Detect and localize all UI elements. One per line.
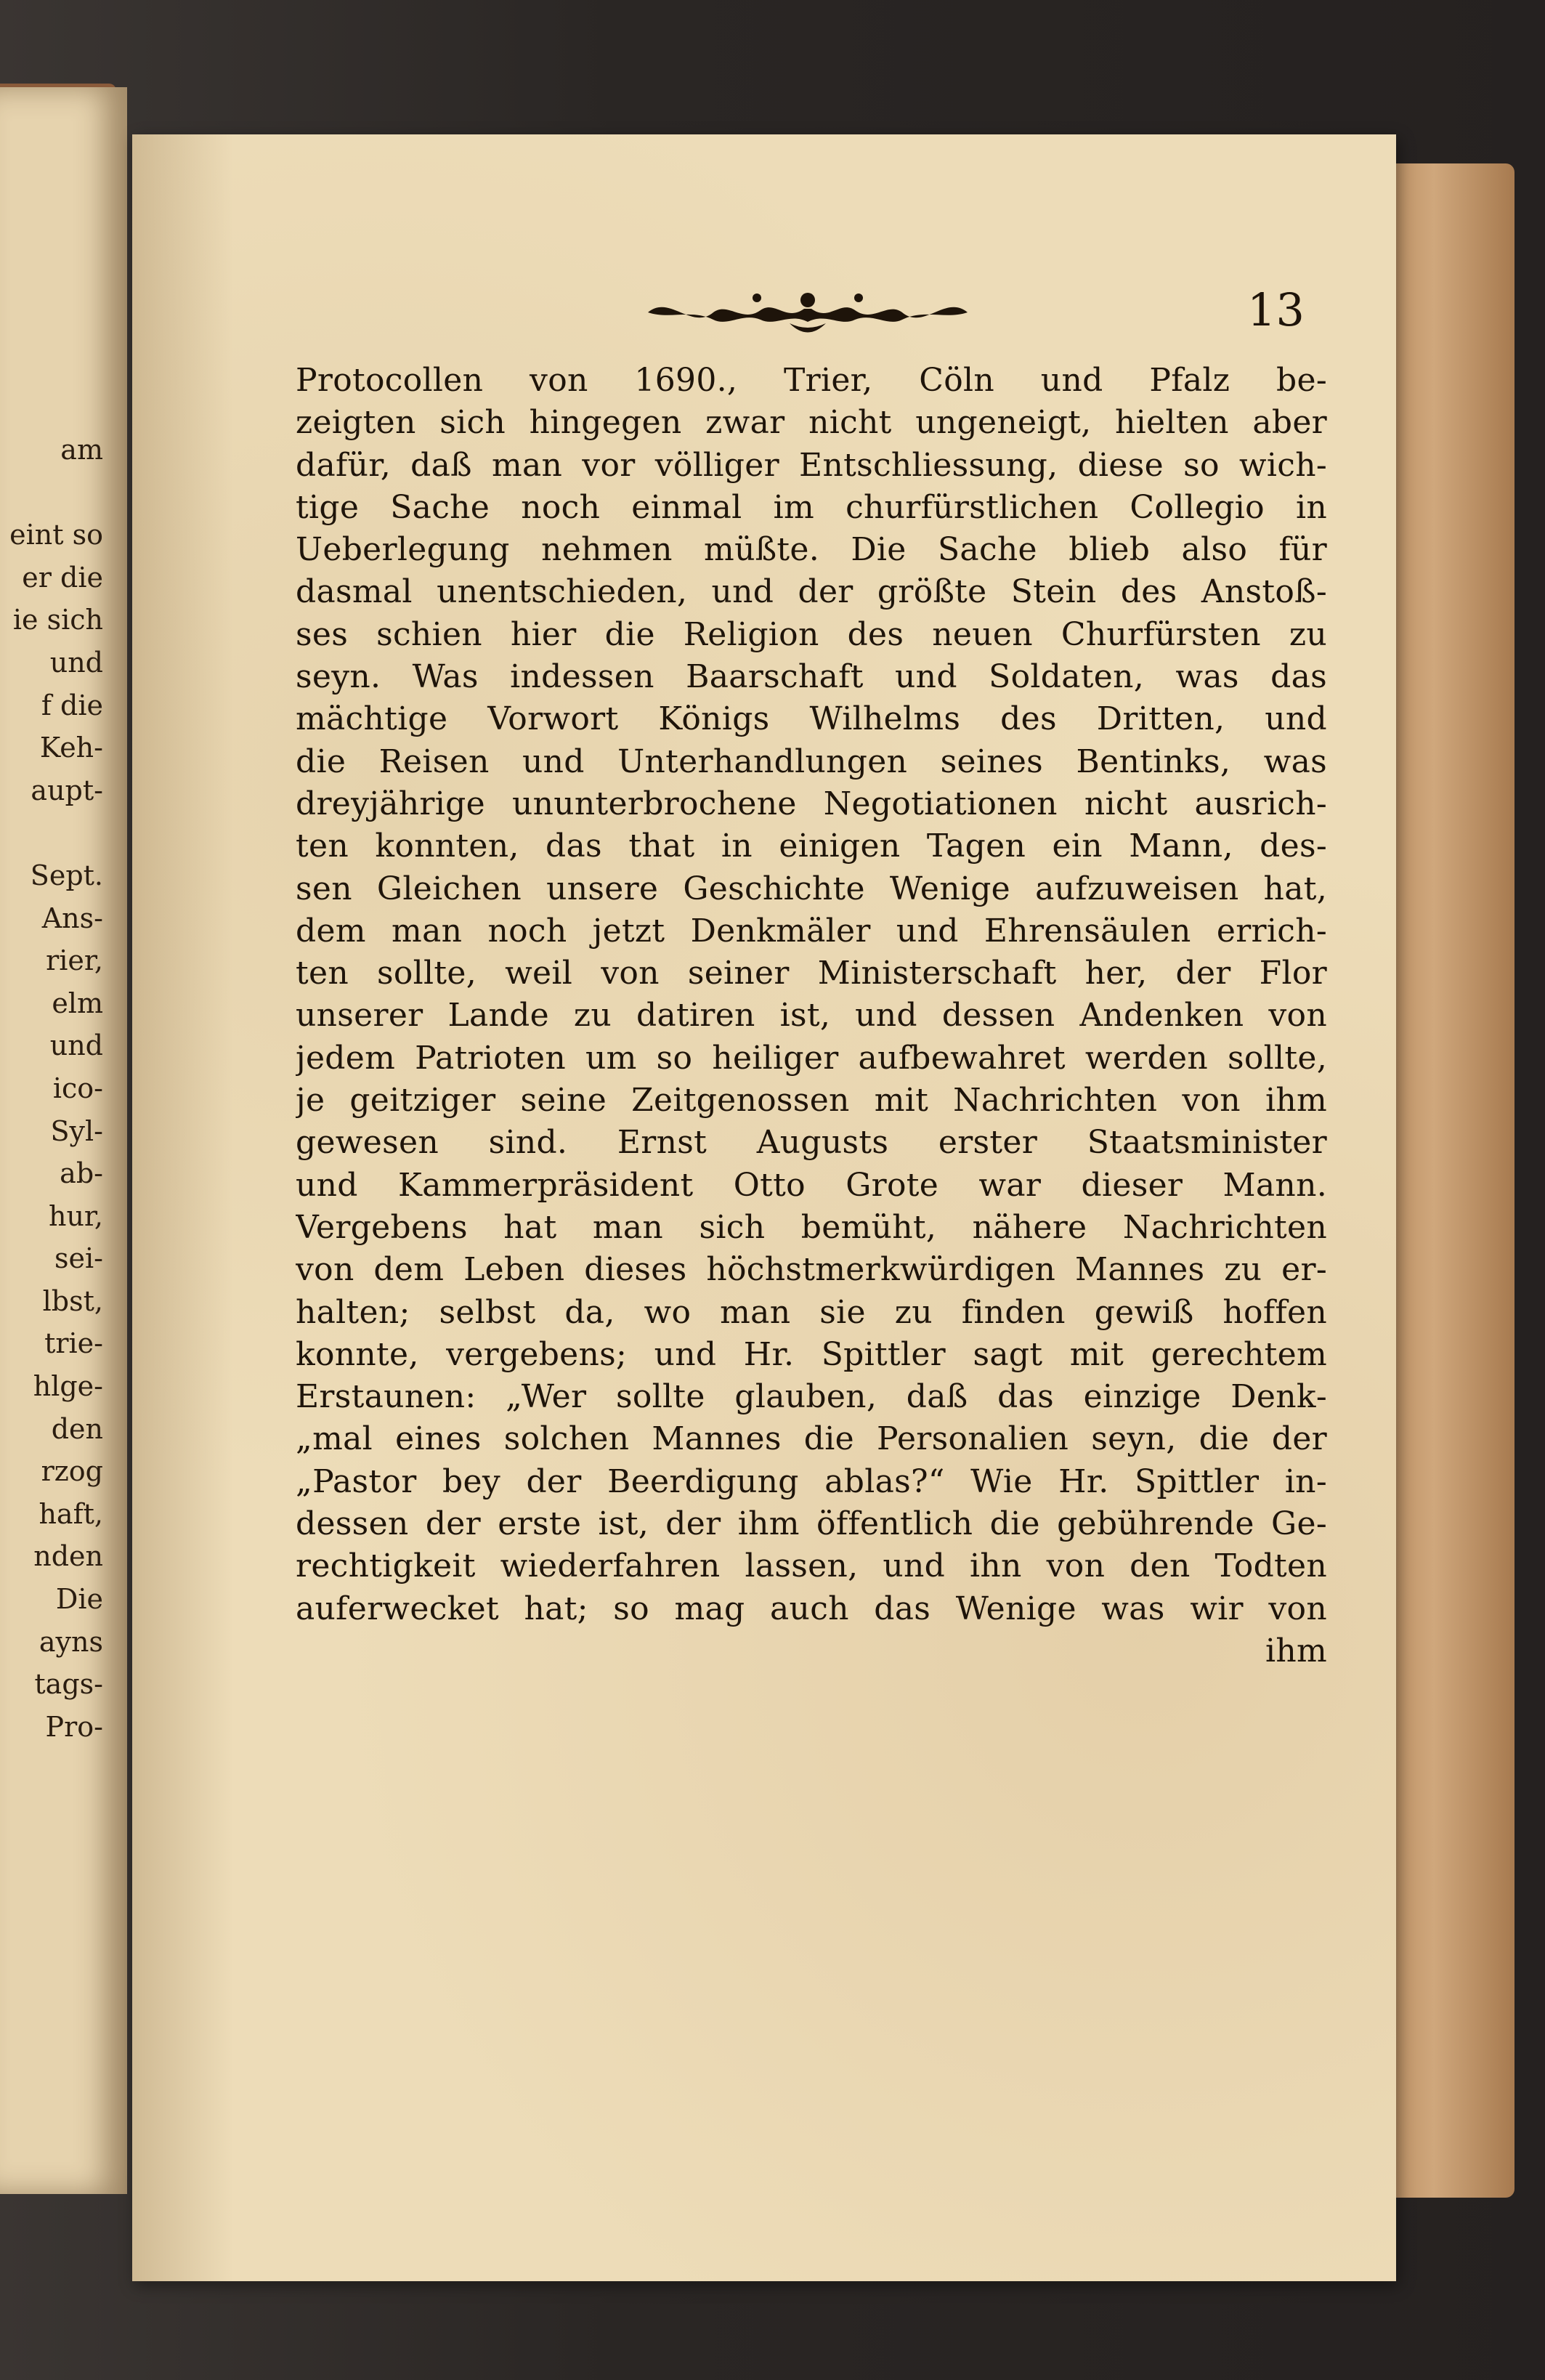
text-line: dafür, daß man vor völliger Entschliessung, diese so wich‑ bbox=[296, 446, 1327, 484]
text-line: Erstaunen: „Wer sollte glauben, daß das einzige Denk‑ bbox=[296, 1378, 1327, 1416]
text-line: „mal eines solchen Mannes die Personalien seyn, die der bbox=[296, 1420, 1327, 1458]
text-line: jedem Patrioten um so heiliger aufbewahret werden sollte, bbox=[296, 1039, 1327, 1077]
previous-page-fragment: Ans‑ bbox=[41, 902, 103, 934]
text-line: rechtigkeit wiederfahren lassen, und ihn von den Todten bbox=[296, 1547, 1327, 1585]
previous-page-fragment: elm bbox=[52, 987, 103, 1019]
text-line: je geitziger seine Zeitgenossen mit Nachrichten von ihm bbox=[296, 1082, 1327, 1120]
previous-page-fragment: Pro‑ bbox=[45, 1710, 103, 1743]
text-line: ses schien hier die Religion des neuen Churfürsten zu bbox=[296, 615, 1327, 653]
text-line: seyn. Was indessen Baarschaft und Soldaten, was das bbox=[296, 658, 1327, 696]
text-line: dasmal unentschieden, und der größte Stein des Anstoß‑ bbox=[296, 573, 1327, 611]
text-line: Vergebens hat man sich bemüht, nähere Nachrichten bbox=[296, 1208, 1327, 1246]
previous-page-fragment: Syl‑ bbox=[50, 1114, 103, 1147]
previous-page-fragment: und bbox=[49, 646, 103, 679]
previous-page-fragment: ie sich bbox=[12, 604, 103, 636]
text-line: „Pastor bey der Beerdigung ablas?“ Wie Hr. Spittler in‑ bbox=[296, 1462, 1327, 1500]
previous-page-fragment: hlge‑ bbox=[33, 1370, 103, 1403]
book-fore-edge bbox=[1380, 163, 1514, 2198]
previous-page-fragment bbox=[0, 811, 109, 854]
previous-page-fragment: hur, bbox=[48, 1199, 103, 1232]
previous-page-fragment: nden bbox=[33, 1540, 103, 1573]
text-line: mächtige Vorwort Königs Wilhelms des Dritten, und bbox=[296, 700, 1327, 738]
text-line: Protocollen von 1690., Trier, Cöln und Pfalz be‑ bbox=[296, 362, 1327, 399]
previous-page-fragment bbox=[0, 471, 109, 514]
text-line: dessen der erste ist, der ihm öffentlich die gebührende Ge‑ bbox=[296, 1505, 1327, 1543]
previous-page-fragment: Keh‑ bbox=[39, 732, 103, 764]
text-line: gewesen sind. Ernst Augusts erster Staatsminister bbox=[296, 1124, 1327, 1162]
previous-page-fragment: er die bbox=[22, 561, 103, 594]
previous-page-fragment: ayns bbox=[38, 1625, 103, 1658]
text-line: von dem Leben dieses höchstmerkwürdigen Mannes zu er‑ bbox=[296, 1251, 1327, 1289]
text-line: die Reisen und Unterhandlungen seines Bentinks, was bbox=[296, 742, 1327, 780]
previous-page-fragment: haft, bbox=[38, 1497, 103, 1530]
text-line: Ueberlegung nehmen müßte. Die Sache blieb also für bbox=[296, 531, 1327, 569]
previous-page-fragment: trie‑ bbox=[44, 1327, 103, 1360]
text-line: sen Gleichen unsere Geschichte Wenige aufzuweisen hat, bbox=[296, 870, 1327, 907]
previous-page bbox=[0, 87, 127, 2194]
previous-page-fragment: lbst, bbox=[42, 1284, 103, 1317]
text-line: konnte, vergebens; und Hr. Spittler sagt mit gerechtem bbox=[296, 1335, 1327, 1373]
previous-page-fragment: Sept. bbox=[30, 859, 103, 891]
previous-page-fragment: Die bbox=[55, 1583, 103, 1616]
ornament-icon bbox=[641, 280, 975, 341]
page-text bbox=[296, 360, 1327, 1672]
previous-page-text bbox=[0, 429, 109, 1748]
text-line: unserer Lande zu datiren ist, und dessen Andenken von bbox=[296, 997, 1327, 1035]
text-line: dem man noch jetzt Denkmäler und Ehrensäulen errich‑ bbox=[296, 912, 1327, 950]
text-line: ten sollte, weil von seiner Ministerschaft her, der Flor bbox=[296, 955, 1327, 992]
text-line: ten konnten, das that in einigen Tagen ein Mann, des‑ bbox=[296, 827, 1327, 865]
previous-page-fragment: rzog bbox=[41, 1455, 103, 1488]
previous-page-fragment: rier, bbox=[46, 944, 103, 977]
previous-page-fragment: ab‑ bbox=[60, 1157, 103, 1190]
previous-page-fragment: und bbox=[49, 1029, 103, 1062]
text-line: dreyjährige ununterbrochene Negotiationen nicht ausrich‑ bbox=[296, 785, 1327, 822]
previous-page-fragment: am bbox=[60, 434, 103, 466]
previous-page-fragment: ico‑ bbox=[52, 1072, 103, 1104]
text-line: zeigten sich hingegen zwar nicht ungeneigt, hielten aber bbox=[296, 404, 1327, 442]
text-line: tige Sache noch einmal im churfürstlichen Collegio in bbox=[296, 488, 1327, 526]
previous-page-fragment: f die bbox=[41, 689, 103, 721]
previous-page-fragment: tags‑ bbox=[34, 1668, 103, 1701]
previous-page-fragment: eint so bbox=[9, 519, 103, 551]
text-line: auferwecket hat; so mag auch das Wenige was wir von bbox=[296, 1590, 1327, 1627]
previous-page-fragment: den bbox=[51, 1412, 103, 1445]
book-page bbox=[132, 134, 1396, 2281]
text-line: ihm bbox=[1265, 1632, 1327, 1669]
previous-page-fragment: sei‑ bbox=[54, 1242, 103, 1275]
previous-page-fragment: aupt‑ bbox=[31, 774, 103, 806]
text-line: und Kammerpräsident Otto Grote war dieser Mann. bbox=[296, 1166, 1327, 1204]
text-line: halten; selbst da, wo man sie zu finden gewiß hoffen bbox=[296, 1293, 1327, 1331]
page-number: 13 bbox=[1247, 283, 1305, 336]
